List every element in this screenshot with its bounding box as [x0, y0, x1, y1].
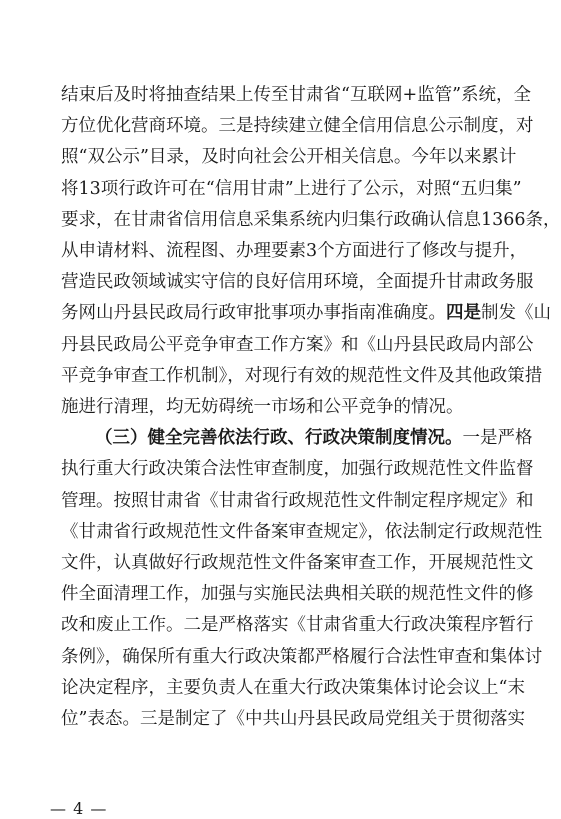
line-text: 管理。按照甘肃省《甘肃省行政规范性文件制定程序规定》和 — [61, 490, 534, 511]
line-text: 位”表态。三是制定了《中共山丹县民政局党组关于贯彻落实 — [61, 709, 525, 729]
line-text: 营造民政领域诚实守信的良好信用环境，全面提升甘肃政务服 — [61, 272, 534, 293]
body-line-10 — [61, 361, 543, 392]
body-line-8 — [61, 298, 551, 329]
body-line-3 — [61, 142, 517, 173]
body-line-7 — [61, 267, 534, 298]
body-line-6 — [61, 236, 528, 267]
body-line-5 — [61, 205, 561, 236]
body-line-9 — [61, 330, 534, 361]
line-text: 件全面清理工作，加强与实施民法典相关联的规范性文件的修 — [61, 584, 534, 605]
body-line-15 — [61, 517, 543, 548]
line-text: 照“双公示”目录，及时向社会公开相关信息。今年以来累计 — [61, 147, 517, 168]
page-number: — 4 — — [50, 799, 108, 819]
line-text: 要求，在甘肃省信用信息采集系统内归集行政确认信息1366条， — [61, 209, 561, 230]
line-text: 方位优化营商环境。三是持续建立健全信用信息公示制度，对 — [61, 116, 534, 137]
body-line-20 — [61, 673, 525, 704]
body-line-2 — [61, 111, 534, 142]
line-text: 《甘肃省行政规范性文件备案审查规定》，依法制定行政规范性 — [61, 521, 543, 542]
line-text: 二是 — [183, 615, 219, 636]
body-line-14 — [61, 486, 534, 517]
line-text: 条例》，确保所有重大行政决策都严格履行合法性审查和集体讨 — [61, 646, 543, 667]
body-line-19 — [61, 642, 543, 673]
line-text: 丹县民政局公平竞争审查工作方案》和《山丹县民政局内部公 — [61, 334, 534, 355]
body-line-16 — [61, 548, 534, 579]
line-text: 将13项行政许可在“信用甘肃”上进行了公示，对照“五归集” — [61, 178, 522, 199]
line-text: 文件，认真做好行政规范性文件备案审查工作，开展规范性文 — [61, 553, 534, 573]
body-line-13 — [61, 454, 534, 485]
line-text: 一是严格 — [462, 428, 533, 449]
line-text: 论决定程序，主要负责人在重大行政决策集体讨论会议上“末 — [61, 677, 525, 698]
line-text: 制发《山 — [481, 303, 551, 324]
line-text: 务网山丹县民政局行政审批事项办事指南准确度。 — [61, 303, 446, 324]
body-line-21 — [61, 704, 525, 735]
body-line-11 — [61, 392, 489, 423]
section-heading: （三）健全完善依法行政、行政决策制度情况。 — [95, 428, 463, 449]
bold-keyword: 四是 — [446, 303, 481, 324]
line-text: 执行重大行政决策合法性审查制度，加强行政规范性文件监督 — [61, 459, 534, 480]
line-text: 平竞争审查工作机制》，对现行有效的规范性文件及其他政策措 — [61, 365, 543, 386]
body-line-4 — [61, 174, 522, 205]
line-text: 施进行清理，均无妨碍统一市场和公平竞争的情况。 — [61, 397, 464, 417]
line-text: 改和废止工作。 — [61, 615, 184, 636]
body-line-1 — [61, 80, 532, 111]
line-text: 严格落实《甘肃省重大行政决策程序暂行 — [218, 615, 534, 636]
line-text: 结束后及时将抽查结果上传至甘肃省“互联网+监管”系统，全 — [61, 85, 532, 105]
body-line-17 — [61, 579, 534, 610]
body-line-18 — [61, 610, 534, 641]
line-text: 从申请材料、流程图、办理要素3个方面进行了修改与提升， — [61, 241, 528, 261]
section-heading-line — [95, 423, 533, 454]
